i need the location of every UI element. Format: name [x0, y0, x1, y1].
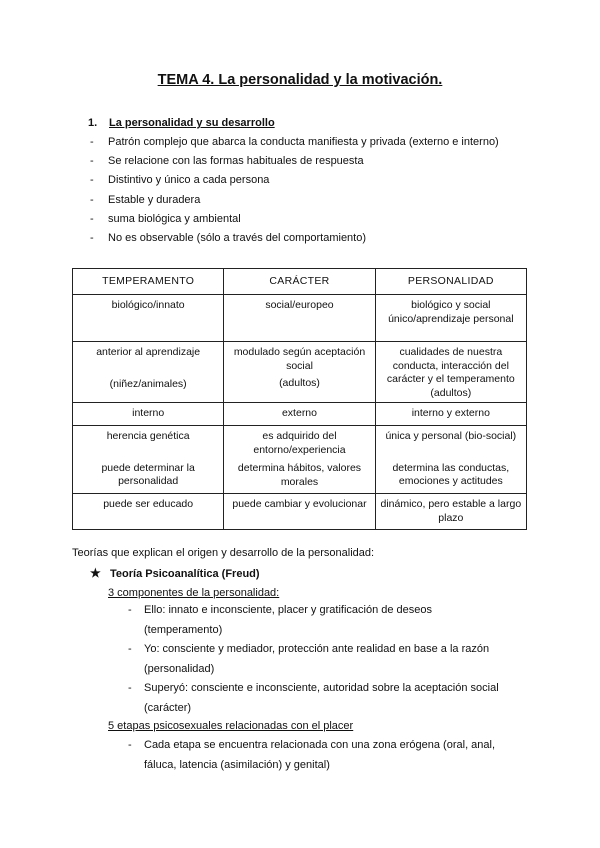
- table-cell: [224, 426, 375, 494]
- cell-text: anterior al aprendizaje: [96, 346, 201, 358]
- table-cell: social/europeo: [224, 295, 375, 342]
- cell-text: cualidades de nuestra conducta, interacción del carácter y el temperamento: [386, 346, 515, 385]
- table-row: [73, 426, 527, 494]
- table-cell: [375, 342, 526, 403]
- component-yo: - Yo: consciente y mediador, protección ante realidad en base a la razón (personalidad): [128, 640, 526, 679]
- table-cell: dinámico, pero estable a largo plazo: [375, 494, 526, 530]
- table-cell: interno y externo: [375, 403, 526, 426]
- star-icon: ★: [90, 566, 101, 580]
- cell-text: (adultos): [430, 386, 472, 399]
- stage-text: fáluca, latencia (asimilación) y genital): [144, 758, 330, 771]
- cell-text: determina las conductas, emociones y actitudes: [392, 461, 510, 487]
- table-cell: [73, 342, 224, 403]
- component-text: Yo: consciente y mediador, protección ante realidad en base a la razón: [144, 643, 490, 655]
- cell-text: (niñez/animales): [109, 377, 187, 390]
- theory-psychoanalytic-heading: [90, 565, 260, 582]
- section-heading-text: La personalidad y su desarrollo: [109, 117, 275, 129]
- table-cell: externo: [224, 403, 375, 426]
- section-personality: [88, 115, 528, 249]
- table-cell: [224, 342, 375, 403]
- table-cell: puede ser educado: [73, 494, 224, 530]
- table-row: [73, 295, 527, 342]
- cell-text: (adultos): [279, 377, 320, 389]
- cell-text: herencia genética: [106, 430, 190, 442]
- bullet-item: - No es observable (sólo a través del comportamiento): [90, 231, 367, 244]
- header-personalidad: PERSONALIDAD: [375, 269, 526, 295]
- component-text: Superyó: consciente e inconsciente, autoridad sobre la aceptación social: [144, 682, 499, 694]
- bullet-item: - Patrón complejo que abarca la conducta manifiesta y privada (externo e interno): [90, 136, 499, 148]
- bullet-item: - suma biológica y ambiental: [90, 212, 241, 225]
- component-ello: - Ello: innato e inconsciente, placer y gratificación de deseos (temperamento): [128, 601, 526, 640]
- component-text: (carácter): [144, 701, 192, 714]
- table-cell: interno: [73, 403, 224, 426]
- table-cell: [73, 426, 224, 494]
- cell-text: puede determinar la personalidad: [101, 461, 195, 487]
- section-heading: [88, 115, 528, 134]
- bullet-item: - Estable y duradera: [90, 193, 201, 206]
- stage-text: Cada etapa se encuentra relacionada con una zona erógena (oral, anal,: [144, 739, 496, 751]
- stage-item: - Cada etapa se encuentra relacionada con una zona erógena (oral, anal, fáluca, latencia (asimilación) y genital): [128, 736, 526, 775]
- theory-title: Teoría Psicoanalítica (Freud): [110, 568, 260, 580]
- table-header-row: [73, 269, 527, 295]
- component-text: (temperamento): [144, 623, 223, 636]
- header-temperamento: TEMPERAMENTO: [73, 269, 224, 295]
- cell-text: es adquirido del entorno/experiencia: [253, 430, 346, 456]
- cell-text: determina hábitos, valores morales: [237, 462, 362, 488]
- header-caracter: CARÁCTER: [224, 269, 375, 295]
- table-row: [73, 342, 527, 403]
- section-number: 1.: [88, 117, 98, 129]
- bullet-item: - Se relacione con las formas habituales de respuesta: [90, 155, 364, 168]
- table-row: [73, 403, 527, 426]
- cell-text: única y personal (bio-social): [385, 430, 517, 442]
- table-cell: puede cambiar y evolucionar: [224, 494, 375, 530]
- table-row: [73, 494, 527, 530]
- table-cell: biológico y social único/aprendizaje personal: [375, 295, 526, 342]
- theories-intro: Teorías que explican el origen y desarrollo de la personalidad:: [72, 547, 375, 559]
- cell-text: modulado según aceptación social: [233, 346, 366, 372]
- component-superyo: - Superyó: consciente e inconsciente, autoridad sobre la aceptación social (carácter): [128, 679, 526, 718]
- stages-title: 5 etapas psicosexuales relacionadas con el placer: [108, 720, 354, 732]
- bullet-item: - Distintivo y único a cada persona: [90, 174, 270, 187]
- page-title: TEMA 4. La personalidad y la motivación.: [157, 72, 443, 88]
- component-text: Ello: innato e inconsciente, placer y gratificación de deseos: [144, 604, 433, 616]
- comparison-table: [72, 268, 527, 530]
- table-cell: [375, 426, 526, 494]
- component-text: (personalidad): [144, 662, 215, 675]
- components-title: 3 componentes de la personalidad:: [108, 587, 280, 599]
- table-cell: biológico/innato: [73, 295, 224, 342]
